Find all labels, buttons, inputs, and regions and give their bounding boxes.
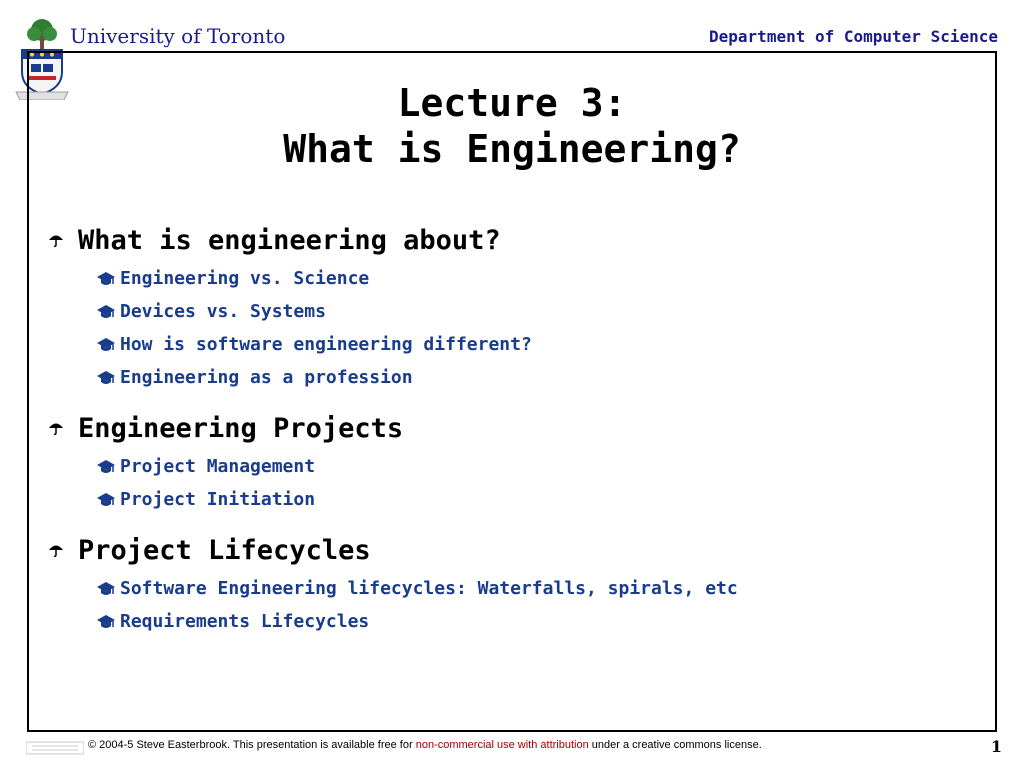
mortarboard-icon (96, 581, 120, 597)
list-item-text: Project Initiation (120, 489, 316, 510)
list-item (48, 361, 978, 394)
mortarboard-icon (96, 459, 120, 475)
mortarboard-icon (96, 271, 120, 287)
bullet-heading-text: Engineering Projects (78, 412, 404, 444)
bullet-heading (48, 218, 978, 262)
umbrella-icon (48, 542, 78, 558)
bullet-section (48, 528, 978, 638)
list-item (48, 572, 978, 605)
copyright-prefix: © 2004-5 Steve Easterbrook. This presentation is available free for (88, 739, 416, 751)
bullet-heading (48, 406, 978, 450)
slide-title-line-1: Lecture 3: (397, 81, 627, 125)
slide-title (27, 80, 997, 172)
list-item-text: Engineering vs. Science (120, 268, 370, 289)
slide-content (48, 218, 978, 650)
list-item-text: How is software engineering different? (120, 334, 532, 355)
list-item-text: Project Management (120, 456, 316, 477)
bullet-section (48, 218, 978, 394)
list-item-text: Software Engineering lifecycles: Waterfalls, spirals, etc (120, 578, 738, 599)
mortarboard-icon (96, 370, 120, 386)
page-number: 1 (990, 737, 1002, 756)
creative-commons-badge-icon (26, 739, 84, 757)
university-name: University of Toronto (70, 24, 286, 48)
umbrella-icon (48, 420, 78, 436)
mortarboard-icon (96, 337, 120, 353)
list-item (48, 328, 978, 361)
bullet-heading-text: Project Lifecycles (78, 534, 371, 566)
mortarboard-icon (96, 304, 120, 320)
department-name: Department of Computer Science (709, 27, 998, 46)
mortarboard-icon (96, 492, 120, 508)
umbrella-icon (48, 232, 78, 248)
list-item (48, 605, 978, 638)
copyright-notice (88, 739, 762, 751)
list-item (48, 262, 978, 295)
slide-title-line-2: What is Engineering? (283, 127, 741, 171)
bullet-section (48, 406, 978, 516)
copyright-suffix: under a creative commons license. (588, 739, 762, 751)
bullet-heading (48, 528, 978, 572)
list-item-text: Engineering as a profession (120, 367, 413, 388)
slide-footer (0, 737, 1024, 759)
list-item (48, 450, 978, 483)
list-item-text: Requirements Lifecycles (120, 611, 370, 632)
bullet-heading-text: What is engineering about? (78, 224, 501, 256)
list-item (48, 483, 978, 516)
list-item-text: Devices vs. Systems (120, 301, 326, 322)
mortarboard-icon (96, 614, 120, 630)
license-link[interactable]: non-commercial use with attribution (415, 739, 589, 751)
list-item (48, 295, 978, 328)
